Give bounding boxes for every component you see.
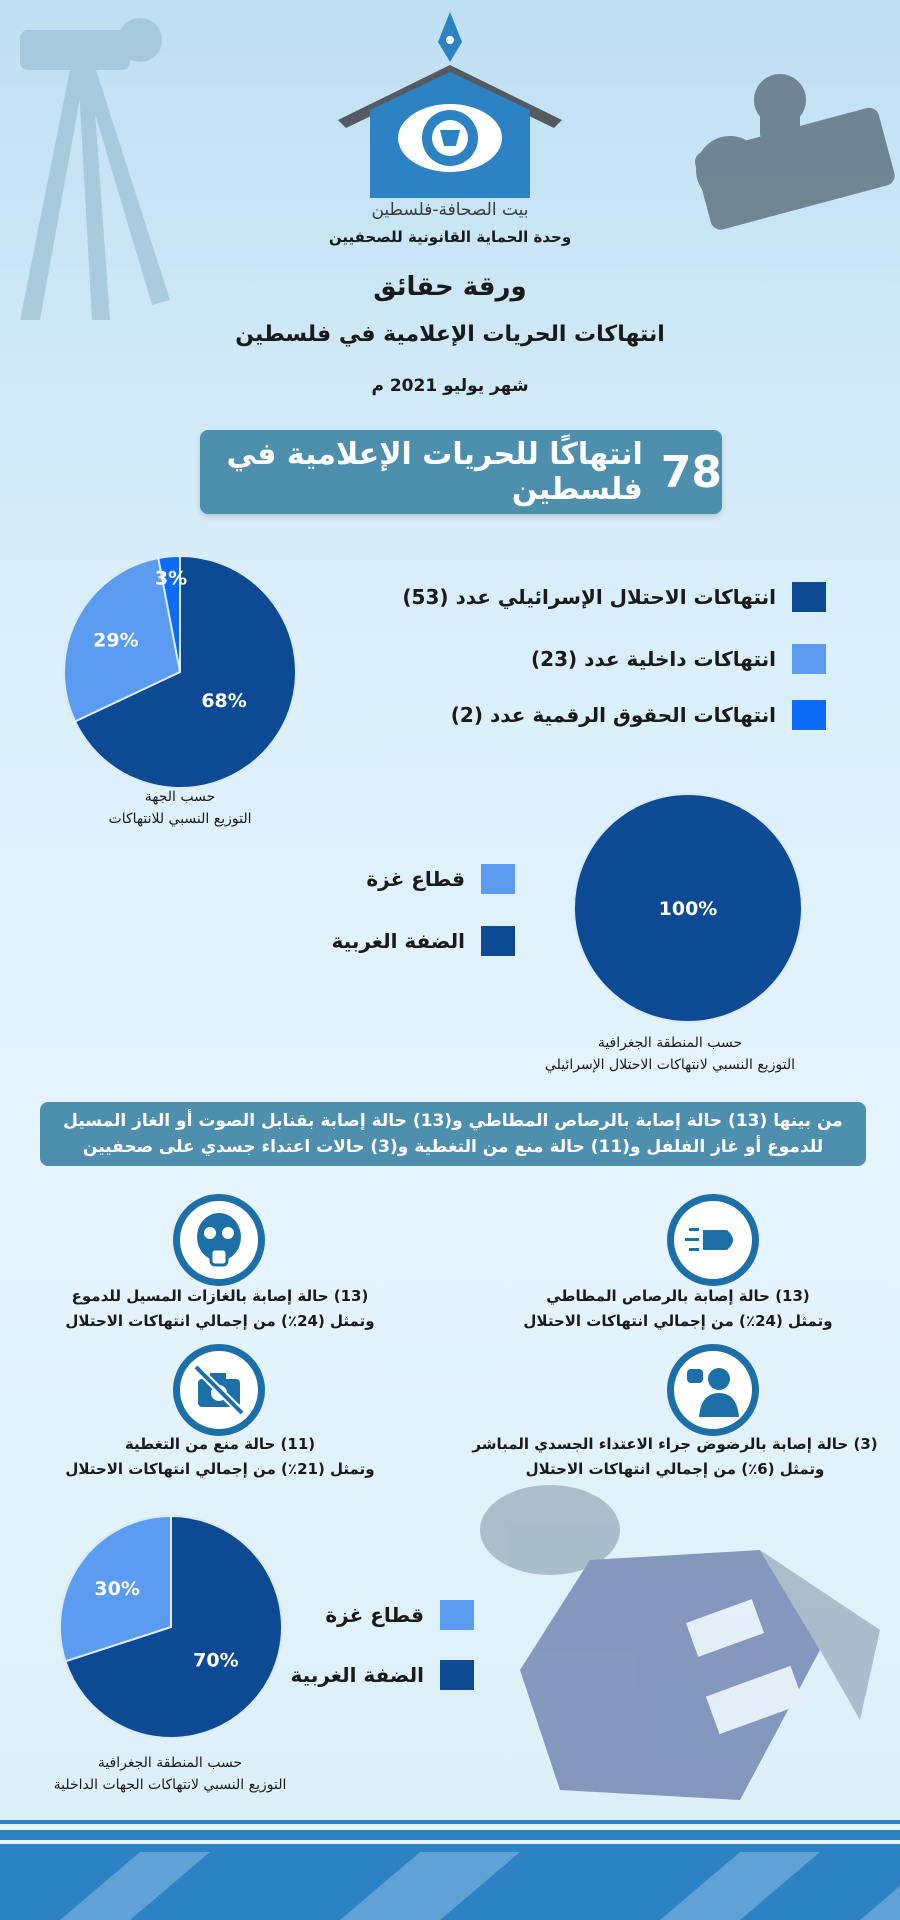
legend-swatch-bright (792, 700, 826, 730)
pie-chart-by-party (60, 552, 300, 792)
chart1-title: التوزيع النسبي للانتهاكات (108, 811, 252, 827)
chart2-title: التوزيع النسبي لانتهاكات الاحتلال الإسرائيلي (544, 1057, 796, 1073)
pen-nib-icon (438, 12, 462, 62)
doc-subtitle: انتهاكات الحريات الإعلامية في فلسطين (235, 322, 665, 347)
chart3-caption (20, 1752, 320, 1796)
pie-slice-label: 30% (94, 1577, 140, 1600)
pie-slice-label: 100% (658, 898, 718, 920)
chart2-caption (500, 1032, 840, 1076)
legend-label: انتهاكات داخلية عدد (23) (531, 647, 776, 671)
house-logo-icon (330, 10, 570, 200)
chart2-subtitle: حسب المنطقة الجغرافية (597, 1035, 743, 1051)
pie-chart-internal-region (56, 1512, 286, 1742)
stat-line-2: وتمثل (6٪) من إجمالي انتهاكات الاحتلال (525, 1460, 825, 1478)
eye-icon (398, 104, 502, 172)
chart1-caption (60, 786, 300, 830)
org-unit: وحدة الحماية القانونية للصحفيين (328, 228, 572, 246)
legend-swatch-medium (792, 644, 826, 674)
doc-type: ورقة حقائق (373, 272, 527, 302)
legend-item-internal (531, 644, 826, 674)
headline-number: 78 (660, 446, 722, 498)
bullet-icon-badge (667, 1194, 759, 1286)
journalist-silhouette (440, 1470, 900, 1820)
doc-date: شهر يوليو 2021 م (371, 376, 529, 396)
pie-slice-label: 70% (193, 1649, 239, 1672)
footer-stripes (0, 1820, 900, 1920)
stat-line-1: (3) حالة إصابة بالرضوض جراء الاعتداء الجسدي المباشر (472, 1435, 878, 1453)
stat-line-1: (11) حالة منع من التغطية (124, 1435, 316, 1453)
stat-assault (460, 1432, 890, 1482)
legend2-item-gaza (366, 864, 515, 894)
org-name: بيت الصحافة-فلسطين (371, 200, 529, 220)
legend-swatch-medium (440, 1600, 474, 1630)
stat-line-2: وتمثل (24٪) من إجمالي انتهاكات الاحتلال (65, 1312, 375, 1330)
pie-slice-label: 68% (201, 689, 247, 712)
stat-rubber-bullets (478, 1284, 878, 1334)
legend-label: قطاع غزة (325, 1603, 424, 1627)
legend-label: قطاع غزة (366, 867, 465, 891)
legend-item-digital (451, 700, 826, 730)
summary-line-1: من بينها (13) حالة إصابة بالرصاص المطاطي و(13) حالة إصابة بقنابل الصوت أو الغاز المسيل (63, 1111, 843, 1131)
legend-label: الضفة الغربية (331, 929, 465, 953)
stat-line-1: (13) حالة إصابة بالغازات المسيل للدموع (71, 1287, 369, 1305)
bullet-icon (685, 1220, 741, 1260)
chart3-subtitle: حسب المنطقة الجغرافية (97, 1755, 243, 1771)
no-camera-icon (190, 1361, 248, 1419)
legend-swatch-dark (481, 926, 515, 956)
stat-tear-gas (20, 1284, 420, 1334)
camera-silhouette (660, 40, 900, 230)
summary-line-2: للدموع أو غاز الفلفل و(11) حالة منع من التغطية و(3) حالات اعتداء جسدي على صحفيين (82, 1137, 824, 1157)
gas-mask-icon (192, 1211, 246, 1269)
legend3-item-westbank (291, 1660, 474, 1690)
legend3-item-gaza (325, 1600, 474, 1630)
headline-text: انتهاكًا للحريات الإعلامية في فلسطين (226, 437, 643, 507)
stat-line-2: وتمثل (24٪) من إجمالي انتهاكات الاحتلال (523, 1312, 833, 1330)
pie-slice-label: 3% (154, 567, 188, 590)
legend-label: انتهاكات الاحتلال الإسرائيلي عدد (53) (402, 585, 776, 609)
legend2-item-westbank (332, 926, 515, 956)
stat-line-2: وتمثل (21٪) من إجمالي انتهاكات الاحتلال (65, 1460, 375, 1478)
legend-item-occupation (402, 582, 826, 612)
legend-swatch-dark (792, 582, 826, 612)
fist-person-icon (685, 1363, 741, 1417)
pie-chart-occupation-region (570, 790, 806, 1026)
no-camera-icon-badge (173, 1344, 265, 1436)
headline-banner (200, 430, 722, 514)
legend-swatch-medium (481, 864, 515, 894)
summary-banner (40, 1102, 866, 1166)
legend-label: انتهاكات الحقوق الرقمية عدد (2) (450, 703, 776, 727)
legend-label: الضفة الغربية (290, 1663, 424, 1687)
gas-mask-icon-badge (173, 1194, 265, 1286)
stat-coverage-ban (20, 1432, 420, 1482)
legend-swatch-dark (440, 1660, 474, 1690)
stat-line-1: (13) حالة إصابة بالرصاص المطاطي (546, 1287, 810, 1305)
tripod-silhouette (0, 0, 200, 320)
pie-slice-label: 29% (93, 629, 139, 652)
chart1-subtitle: حسب الجهة (144, 789, 216, 805)
fist-person-icon-badge (667, 1344, 759, 1436)
chart3-title: التوزيع النسبي لانتهاكات الجهات الداخلية (53, 1777, 287, 1793)
